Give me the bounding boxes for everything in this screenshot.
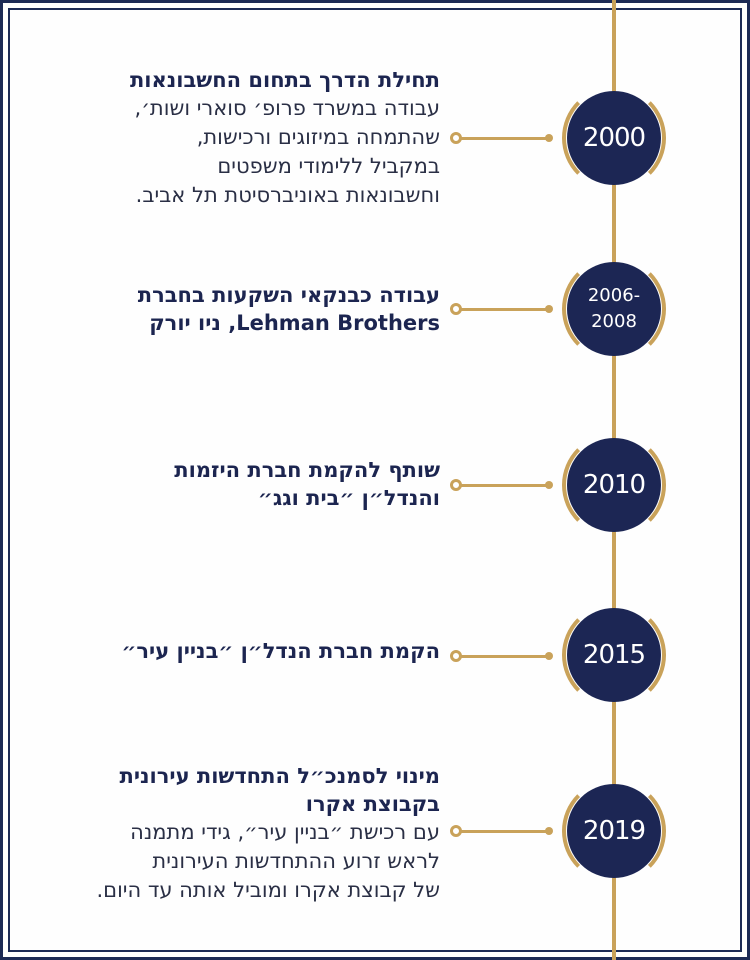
entry-body-line: עבודה במשרד פרופ׳ סוארי ושות׳, [134, 96, 440, 120]
connector-start-dot [450, 479, 462, 491]
connector-line [460, 655, 550, 658]
connector-line [460, 137, 550, 140]
entry-text [20, 762, 440, 905]
entry-text [20, 637, 440, 665]
entry-title-line: שותף להקמת חברת היזמות [174, 458, 440, 482]
entry-title-line: מינוי לסמנכ״ל התחדשות עירונית [119, 764, 440, 788]
entry-title-line: והנדל״ן ״בית וגג״ [257, 486, 440, 510]
year-label: 2000 [582, 123, 646, 153]
connector-start-dot [450, 132, 462, 144]
entry-body-line: לראש זרוע ההתחדשות העירונית [152, 849, 440, 873]
entry-text [20, 66, 440, 210]
year-badge [567, 91, 661, 185]
year-label: 2019 [582, 816, 646, 846]
year-badge [567, 262, 661, 356]
entry-text [20, 281, 440, 337]
entry-title: הקמת חברת הנדל״ן ״בניין עיר״ [121, 639, 440, 663]
connector-start-dot [450, 825, 462, 837]
entry-title: תחילת הדרך בתחום החשבונאות [129, 68, 440, 92]
year-label: 2015 [582, 640, 646, 670]
entry-body-line: שהתמחה במיזוגים ורכישות, [196, 125, 440, 149]
entry-body-line: במקביל ללימודי משפטים [217, 154, 440, 178]
year-badge [567, 784, 661, 878]
entry-title-line: Lehman Brothers, ניו יורק [149, 311, 440, 335]
year-badge [567, 438, 661, 532]
entry-title-line: עבודה כבנקאי השקעות בחברת [137, 283, 440, 307]
year-label-line2: 2008 [591, 311, 637, 332]
connector-line [460, 308, 550, 311]
entry-body-line: של קבוצת אקרו ומוביל אותה עד היום. [96, 878, 440, 902]
entry-title-line: בקבוצת אקרו [305, 792, 440, 816]
year-badge [567, 608, 661, 702]
year-label: 2010 [582, 470, 646, 500]
connector-start-dot [450, 650, 462, 662]
entry-text [20, 456, 440, 512]
year-label-line1: 2006- [587, 285, 641, 306]
entry-body-line: עם רכישת ״בניין עיר״, גידי מתמנה [130, 820, 440, 844]
connector-line [460, 830, 550, 833]
entry-body-line: וחשבונאות באוניברסיטת תל אביב. [135, 183, 440, 207]
connector-line [460, 484, 550, 487]
connector-start-dot [450, 303, 462, 315]
